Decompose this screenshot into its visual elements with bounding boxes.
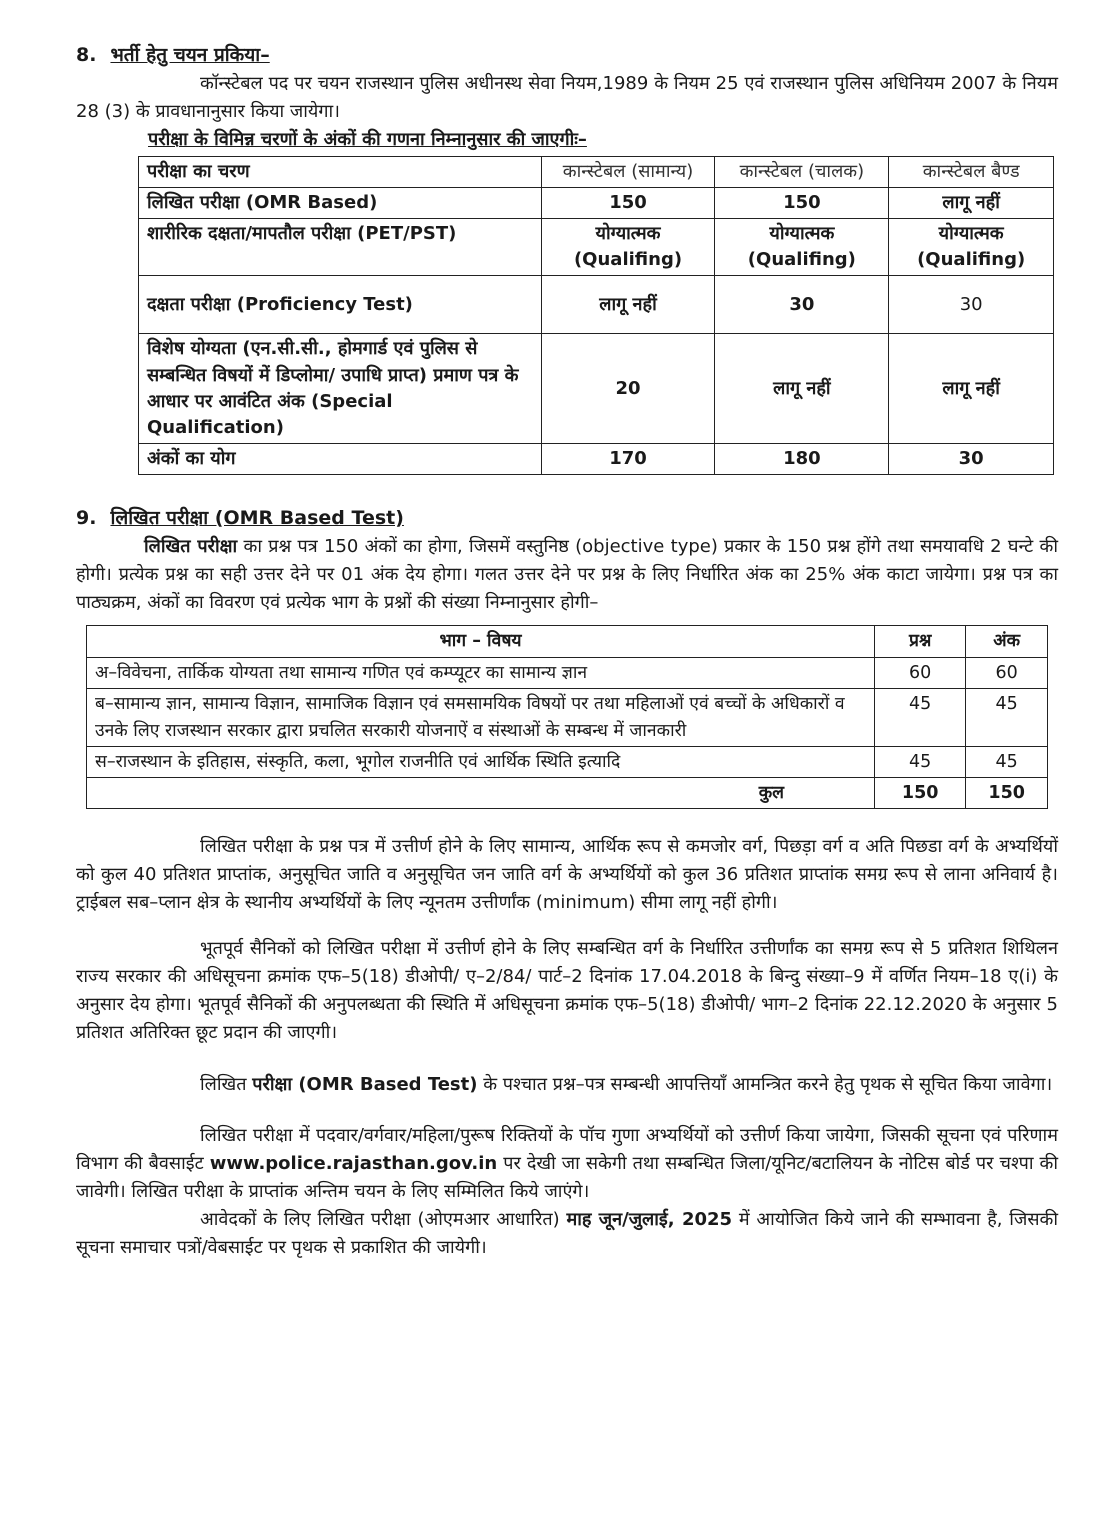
- stage-cell: अंकों का योग: [139, 443, 542, 474]
- table-row: [87, 746, 1048, 777]
- table-row: [139, 188, 1054, 219]
- questions-cell: 45: [875, 689, 966, 747]
- syllabus-table: [86, 625, 1048, 809]
- marks-stage-table: [138, 156, 1054, 475]
- subject-cell: ब–सामान्य ज्ञान, सामान्य विज्ञान, सामाजिक विज्ञान एवं समसामयिक विषयों पर तथा महिलाओं एवं बच्चों के अधिकारों व उनके लिए राजस्थान सरकार द्वारा प्रचलित सरकारी योजनाऐं व संस्थाओं के सम्बन्ध में जानकारी: [87, 689, 875, 747]
- paragraph-text: लिखित: [200, 1073, 253, 1095]
- stage-cell: दक्षता परीक्षा (Proficiency Test): [139, 276, 542, 334]
- questions-cell: 60: [875, 658, 966, 689]
- section-number: 8.: [76, 44, 97, 66]
- total-label: कुल: [87, 778, 875, 809]
- subject-cell: स–राजस्थान के इतिहास, संस्कृति, कला, भूगोल राजनीति एवं आर्थिक स्थिति इत्यादि: [87, 746, 875, 777]
- section-8-heading: [76, 40, 1058, 70]
- table-total-row: [87, 778, 1048, 809]
- value-cell: लागू नहीं: [889, 334, 1054, 443]
- paragraph-text: आवेदकों के लिए लिखित परीक्षा (ओएमआर आधारित): [200, 1209, 567, 1231]
- value-cell: 30: [889, 276, 1054, 334]
- table-row: [139, 334, 1054, 443]
- value-cell: 150: [715, 188, 889, 219]
- value-cell: लागू नहीं: [889, 188, 1054, 219]
- value-cell: 170: [541, 443, 715, 474]
- table-header-row: [87, 625, 1048, 657]
- value-cell: योग्यात्मक (Qualifing): [541, 219, 715, 276]
- header-cell: परीक्षा का चरण: [139, 157, 542, 188]
- value-cell: 20: [541, 334, 715, 443]
- bold-phrase: परीक्षा (OMR Based Test): [252, 1073, 478, 1095]
- section-9-para-5: [76, 1122, 1058, 1206]
- value-cell: लागू नहीं: [541, 276, 715, 334]
- table-row: [87, 658, 1048, 689]
- header-cell: कान्स्टेबल (चालक): [715, 157, 889, 188]
- section-9-para-2: लिखित परीक्षा के प्रश्न पत्र में उत्तीर्ण होने के लिए सामान्य, आर्थिक रूप से कमजोर वर्ग, पिछड़ा वर्ग व अति पिछडा वर्ग के अभ्यर्थियों को कुल 40 प्रतिशत प्राप्तांक, अनुसूचित जाति व अनुसूचित जन जाति वर्ग के अभ्यर्थियों को कुल 36 प्रतिशत प्राप्तांक समग्र रूप से लाना अनिवार्य है। ट्राईबल सब–प्लान क्षेत्र के स्थानीय अभ्यर्थियों के लिए न्यूनतम उत्तीर्णांक (minimum) सीमा लागू नहीं होगी।: [76, 836, 1058, 914]
- paragraph-text: लिखित परीक्षा में पदवार/वर्गवार/महिला/पुरूष रिक्तियों के पॉच गुणा अभ्यर्थियों को उत्तीर्ण किया जायेगा, जिसकी सूचना एवं परिणाम विभाग की बैवसाईट: [76, 1125, 1058, 1175]
- table-total-row: [139, 443, 1054, 474]
- section-9-para-6: [76, 1206, 1058, 1262]
- header-cell: कान्स्टेबल बैण्ड: [889, 157, 1054, 188]
- section-title: भर्ती हेतु चयन प्रकिया–: [110, 44, 270, 66]
- header-cell: भाग – विषय: [87, 625, 875, 657]
- header-cell: प्रश्न: [875, 625, 966, 657]
- bold-phrase: लिखित परीक्षा: [144, 536, 238, 558]
- marks-cell: 45: [966, 746, 1048, 777]
- stage-cell: लिखित परीक्षा (OMR Based): [139, 188, 542, 219]
- value-cell: योग्यात्मक (Qualifing): [715, 219, 889, 276]
- website-url: www.police.rajasthan.gov.in: [209, 1153, 498, 1175]
- table-header-row: [139, 157, 1054, 188]
- table-row: [87, 689, 1048, 747]
- section-9-heading: [76, 503, 1058, 533]
- value-cell: 180: [715, 443, 889, 474]
- paragraph-text: पर देखी जा सकेगी तथा सम्बन्धित जिला/यूनिट/बटालियन के नोटिस बोर्ड पर चश्पा की जावेगी। लिखित परीक्षा के प्राप्तांक अन्तिम चयन के लिए सम्मिलित किये जाएंगे।: [76, 1153, 1058, 1203]
- table-row: [139, 219, 1054, 276]
- section-9-para-3: भूतपूर्व सैनिकों को लिखित परीक्षा में उत्तीर्ण होने के लिए सम्बन्धित वर्ग के निर्धारित उत्तीर्णांक का समग्र रूप से 5 प्रतिशत शिथिलन राज्य सरकार की अधिसूचना क्रमांक एफ–5(18) डीओपी/ ए–2/84/ पार्ट–2 दिनांक 17.04.2018 के बिन्दु संख्या–9 में वर्णित नियम–18 ए(i) के अनुसार देय होगा। भूतपूर्व सैनिकों की अनुपलब्धता की स्थिति में अधिसूचना क्रमांक एफ–5(18) डीओपी/ भाग–2 दिनांक 22.12.2020 के अनुसार 5 प्रतिशत अतिरिक्त छूट प्रदान की जाएगी।: [76, 938, 1058, 1043]
- section-9-para-1: [76, 533, 1058, 617]
- subject-cell: अ–विवेचना, तार्किक योग्यता तथा सामान्य गणित एवं कम्प्यूटर का सामान्य ज्ञान: [87, 658, 875, 689]
- paragraph-text: का प्रश्न पत्र 150 अंकों का होगा, जिसमें वस्तुनिष्ठ (objective type) प्रकार के 150 प्रश्न होंगे तथा समयावधि 2 घन्टे की होगी। प्रत्येक प्रश्न का सही उत्तर देने पर 01 अंक देय होगा। गलत उत्तर देने पर प्रश्न के लिए निर्धारित अंक का 25% अंक काटा जायेगा। प्रश्न पत्र का पाठ्यक्रम, अंकों का विवरण एवं प्रत्येक भाग के प्रश्नों की संख्या निम्नानुसार होगी–: [76, 536, 1058, 614]
- marks-cell: 45: [966, 689, 1048, 747]
- header-cell: कान्स्टेबल (सामान्य): [541, 157, 715, 188]
- marks-cell: 60: [966, 658, 1048, 689]
- total-marks: 150: [966, 778, 1048, 809]
- stage-cell: शारीरिक दक्षता/मापतौल परीक्षा (PET/PST): [139, 219, 542, 276]
- section-number: 9.: [76, 506, 97, 529]
- document-page: [76, 40, 1058, 1262]
- value-cell: 150: [541, 188, 715, 219]
- bold-phrase: माह जून/जुलाई, 2025: [566, 1209, 733, 1231]
- paragraph-text: के पश्चात प्रश्न–पत्र सम्बन्धी आपत्तियाँ आमन्त्रित करने हेतु पृथक से सूचित किया जावेगा।: [477, 1073, 1053, 1095]
- value-cell: लागू नहीं: [715, 334, 889, 443]
- section-8-intro: कॉन्स्टेबल पद पर चयन राजस्थान पुलिस अधीनस्थ सेवा नियम,1989 के नियम 25 एवं राजस्थान पुलिस अधिनियम 2007 के नियम 28 (3) के प्रावधानानुसार किया जायेगा।: [76, 73, 1058, 123]
- section-9-para-4: [76, 1071, 1058, 1099]
- section-title: लिखित परीक्षा (OMR Based Test): [110, 506, 404, 529]
- questions-cell: 45: [875, 746, 966, 777]
- stage-cell: विशेष योग्यता (एन.सी.सी., होमगार्ड एवं पुलिस से सम्बन्धित विषयों में डिप्लोमा/ उपाधि प्राप्त) प्रमाण पत्र के आधार पर आवंटित अंक (Special Qualification): [139, 334, 542, 443]
- value-cell: योग्यात्मक (Qualifing): [889, 219, 1054, 276]
- paragraph-text: में आयोजित किये जाने की सम्भावना है, जिसकी सूचना समाचार पत्रों/वेबसाईट पर पृथक से प्रकाशित की जायेगी।: [76, 1209, 1058, 1259]
- value-cell: 30: [889, 443, 1054, 474]
- total-questions: 150: [875, 778, 966, 809]
- header-cell: अंक: [966, 625, 1048, 657]
- value-cell: 30: [715, 276, 889, 334]
- table-row: [139, 276, 1054, 334]
- table-heading: परीक्षा के विमिन्न चरणों के अंकों की गणना निम्नानुसार की जाएगीः–: [148, 129, 587, 151]
